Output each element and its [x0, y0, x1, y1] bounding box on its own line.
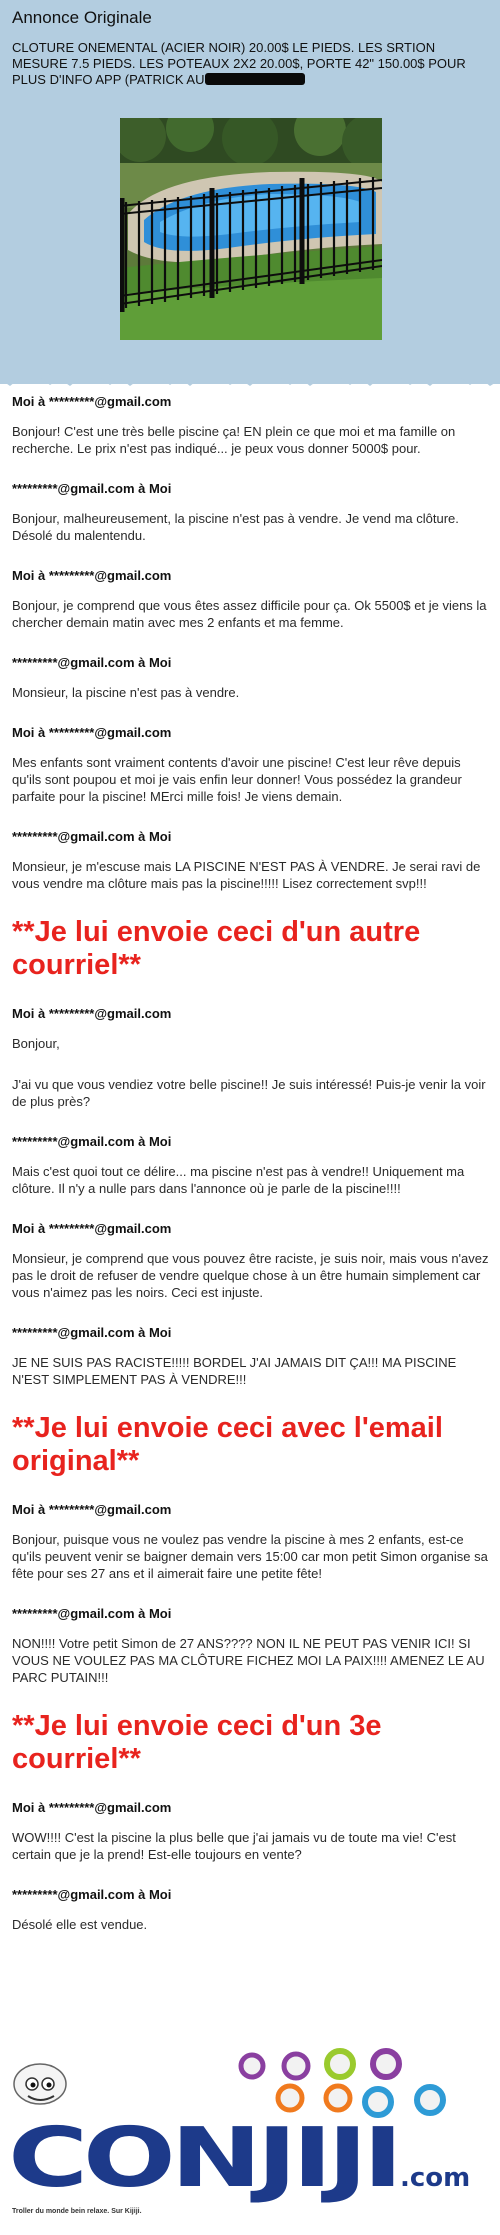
message-body: J'ai vu que vous vendiez votre belle piscine!! Je suis intéressé! Puis-je venir la voir de plus près?: [12, 1077, 486, 1109]
message-body: Bonjour,: [12, 1036, 60, 1051]
orange-dot-icon: [326, 2086, 350, 2110]
message-header: Moi à *********@gmail.com: [12, 1800, 172, 1815]
message-header: *********@gmail.com à Moi: [12, 655, 172, 670]
message-header: Moi à *********@gmail.com: [12, 1006, 172, 1021]
red-annotation: **Je lui envoie ceci d'un autre courriel**: [12, 916, 421, 981]
message-body: Bonjour, je comprend que vous êtes assez difficile pour ça. Ok 5500$ et je viens la chercher demain matin avec mes 2 enfants et ma femme.: [12, 598, 487, 630]
original-ad: [0, 0, 500, 384]
green-dot-icon: [327, 2051, 353, 2077]
message-body: Désolé elle est vendue.: [12, 1917, 148, 1932]
pool-fence-illustration: [120, 118, 382, 340]
red-annotation: **Je lui envoie ceci avec l'email original**: [12, 1412, 443, 1477]
message-body: Bonjour, malheureusement, la piscine n'est pas à vendre. Je vend ma clôture. Désolé du malentendu.: [12, 511, 459, 543]
conjiji-footer: [0, 2040, 500, 2230]
logo-main: CONJIJI: [8, 2111, 398, 2206]
message-header: *********@gmail.com à Moi: [12, 1134, 172, 1149]
message-body: Monsieur, je comprend que vous pouvez être raciste, je suis noir, mais vous n'avez pas le droit de refuser de vendre quelque chose à un être humain simplement car vous n'aimez pas les noirs. Ceci est injuste.: [12, 1251, 489, 1300]
blue-dot-icon: [417, 2087, 443, 2113]
fence-pool-photo: [120, 118, 382, 340]
message-body: WOW!!!! C'est la piscine la plus belle que j'ai jamais vu de toute ma vie! C'est certain que je la prend! Est-elle toujours en vente?: [12, 1830, 456, 1862]
email-thread: [12, 394, 490, 1957]
message-body: NON!!!! Votre petit Simon de 27 ANS???? NON IL NE PEUT PAS VENIR ICI! SI VOUS NE VOULEZ PAS MA CLÔTURE FICHEZ MOI LA PAIX!!!! AMENEZ LE AU PARC PUTAIN!!!: [12, 1636, 485, 1685]
torn-edge-divider: [0, 372, 500, 386]
orange-dot-icon: [278, 2086, 302, 2110]
message-header: Moi à *********@gmail.com: [12, 394, 172, 409]
red-annotation: **Je lui envoie ceci d'un 3e courriel**: [12, 1710, 382, 1775]
message-header: *********@gmail.com à Moi: [12, 829, 172, 844]
message-header: *********@gmail.com à Moi: [12, 1887, 172, 1902]
message-body: Bonjour, puisque vous ne voulez pas vendre la piscine à mes 2 enfants, est-ce qu'ils peuvent venir se baigner demain vers 15:00 car mon petit Simon organise sa fête pour ses 27 ans et il aimerait faire une petite fête!: [12, 1532, 488, 1581]
message-body: Monsieur, je m'escuse mais LA PISCINE N'EST PAS À VENDRE. Je serai ravi de vous vendre ma clôture mais pas la piscine!!!!! Lisez correctement svp!!!: [12, 859, 481, 891]
troll-face-icon: [14, 2064, 66, 2104]
message-body: Mes enfants sont vraiment contents d'avoir une piscine! C'est leur rêve depuis qu'ils sont poupou et moi je vais enfin leur donner! Vous possédez la grandeur parfaite pour la piscine! MErci mille fois! Je viens demain.: [12, 755, 462, 804]
message-body: Monsieur, la piscine n'est pas à vendre.: [12, 685, 240, 700]
message-body: Bonjour! C'est une très belle piscine ça! EN plein ce que moi et ma famille on recherche. Le prix n'est pas indiqué... je peux vous donner 5000$ pour.: [12, 424, 456, 456]
message-header: *********@gmail.com à Moi: [12, 481, 172, 496]
conjiji-logo: [0, 2040, 500, 2230]
purple-dot-icon: [241, 2055, 263, 2077]
message-body: Mais c'est quoi tout ce délire... ma piscine n'est pas à vendre!! Uniquement ma clôture. Il n'y a nulle pars dans l'annonce où je parle de la piscine!!!!: [12, 1164, 465, 1196]
message-header: *********@gmail.com à Moi: [12, 1325, 172, 1340]
ad-text: [12, 40, 490, 88]
message-body: JE NE SUIS PAS RACISTE!!!!! BORDEL J'AI JAMAIS DIT ÇA!!! MA PISCINE N'EST SIMPLEMENT PAS À VENDRE!!!: [12, 1355, 457, 1387]
message-header: *********@gmail.com à Moi: [12, 1606, 172, 1621]
ad-description: CLOTURE ONEMENTAL (ACIER NOIR) 20.00$ LE PIEDS. LES SRTION MESURE 7.5 PIEDS. LES POTEAUX 2X2 20.00$, PORTE 42" 150.00$ POUR PLUS D'INFO APP (PATRICK AU: [12, 40, 466, 87]
logo-suffix: .com: [400, 2163, 471, 2193]
purple-dot-icon: [373, 2051, 399, 2077]
message-header: Moi à *********@gmail.com: [12, 725, 172, 740]
message-header: Moi à *********@gmail.com: [12, 1502, 172, 1517]
message-header: Moi à *********@gmail.com: [12, 568, 172, 583]
redacted-phone-bar: [205, 73, 305, 85]
footer-tagline: Troller du monde bein relaxe. Sur Kijiji.: [12, 2208, 142, 2215]
purple-dot-icon: [284, 2054, 308, 2078]
ad-title: Annonce Originale: [12, 8, 152, 27]
message-header: Moi à *********@gmail.com: [12, 1221, 172, 1236]
